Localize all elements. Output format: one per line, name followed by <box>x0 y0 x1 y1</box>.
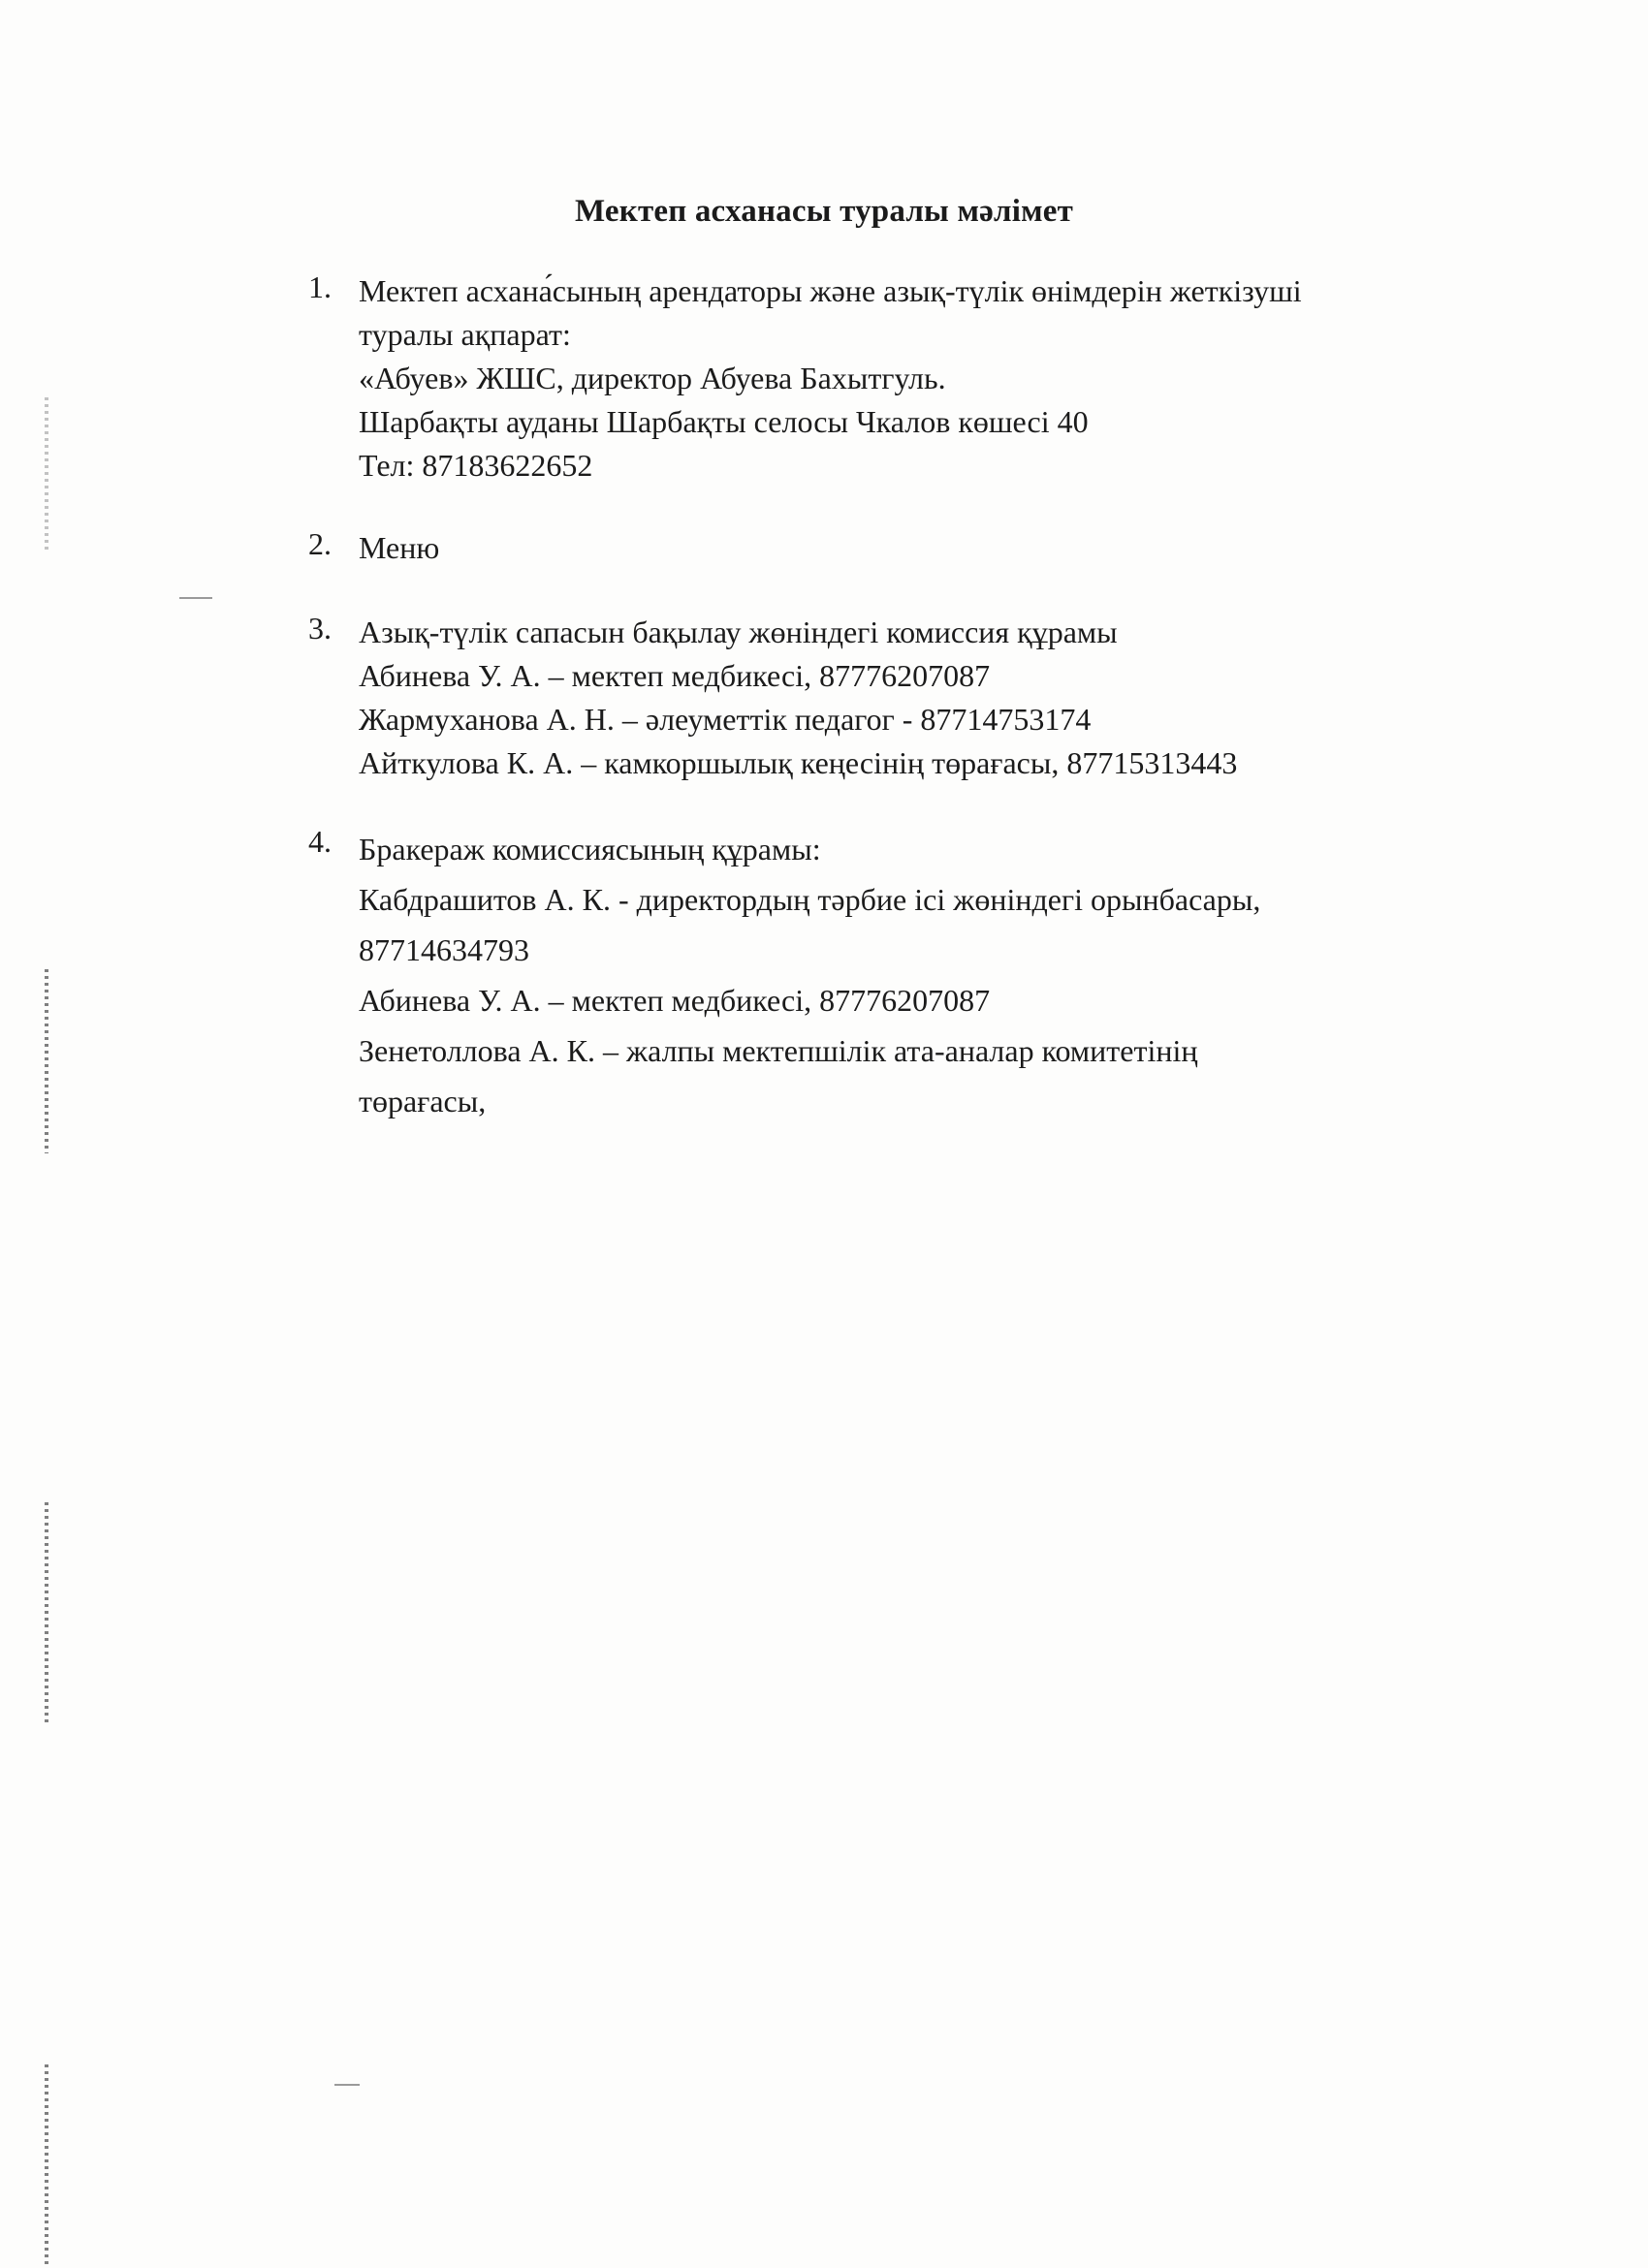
scan-speck <box>334 2084 360 2086</box>
item-text-line: Бракераж комиссиясының құрамы: <box>359 832 821 866</box>
item-text-line: Меню <box>359 530 440 565</box>
item-text-line: Мектеп асхана́сының арендаторы және азық-түлік өнімдерін жеткізуші <box>359 273 1302 308</box>
list-number: 1. <box>308 269 332 304</box>
list-item-brakerazh-commission <box>308 824 1569 1126</box>
info-list <box>308 269 1569 1126</box>
scan-speck <box>179 597 212 599</box>
item-text-line: Шарбақты ауданы Шарбақты селосы Чкалов көшесі 40 <box>359 404 1089 439</box>
list-number: 2. <box>308 526 332 561</box>
item-text-line: Жармуханова А. Н. – әлеуметтік педагог - 87714753174 <box>359 702 1092 737</box>
item-text-line: Кабдрашитов А. К. - директордың тәрбие ісі жөніндегі орынбасары, <box>359 882 1261 917</box>
scan-edge-mark <box>45 397 48 552</box>
item-text-line: «Абуев» ЖШС, директор Абуева Бахытгуль. <box>359 361 946 395</box>
item-text-line: Айткулова К. А. – камкоршылық кеңесінің төрағасы, 87715313443 <box>359 745 1238 780</box>
item-text-line: төрағасы, <box>359 1084 487 1118</box>
item-text-line: 87714634793 <box>359 932 529 967</box>
list-number: 4. <box>308 824 332 859</box>
item-text-line: Зенетоллова А. К. – жалпы мектепшілік ата-аналар комитетінің <box>359 1033 1198 1068</box>
item-text-line: Абинева У. А. – мектеп медбикесі, 87776207087 <box>359 983 991 1018</box>
scan-edge-mark <box>45 1502 48 1725</box>
list-item-quality-commission <box>308 611 1569 785</box>
document-title: Мектеп асханасы туралы мәлімет <box>574 194 1074 229</box>
item-text-line: Абинева У. А. – мектеп медбикесі, 87776207087 <box>359 658 991 693</box>
scan-edge-mark <box>45 969 48 1153</box>
item-text-line: туралы ақпарат: <box>359 317 571 352</box>
item-text-line: Азық-түлік сапасын бақылау жөніндегі комиссия құрамы <box>359 614 1118 649</box>
list-number: 3. <box>308 611 332 646</box>
list-item-tenant-info <box>308 269 1569 488</box>
item-text-line: Тел: 87183622652 <box>359 448 593 483</box>
list-item-menu <box>308 526 1569 570</box>
scan-edge-mark <box>45 2064 48 2268</box>
